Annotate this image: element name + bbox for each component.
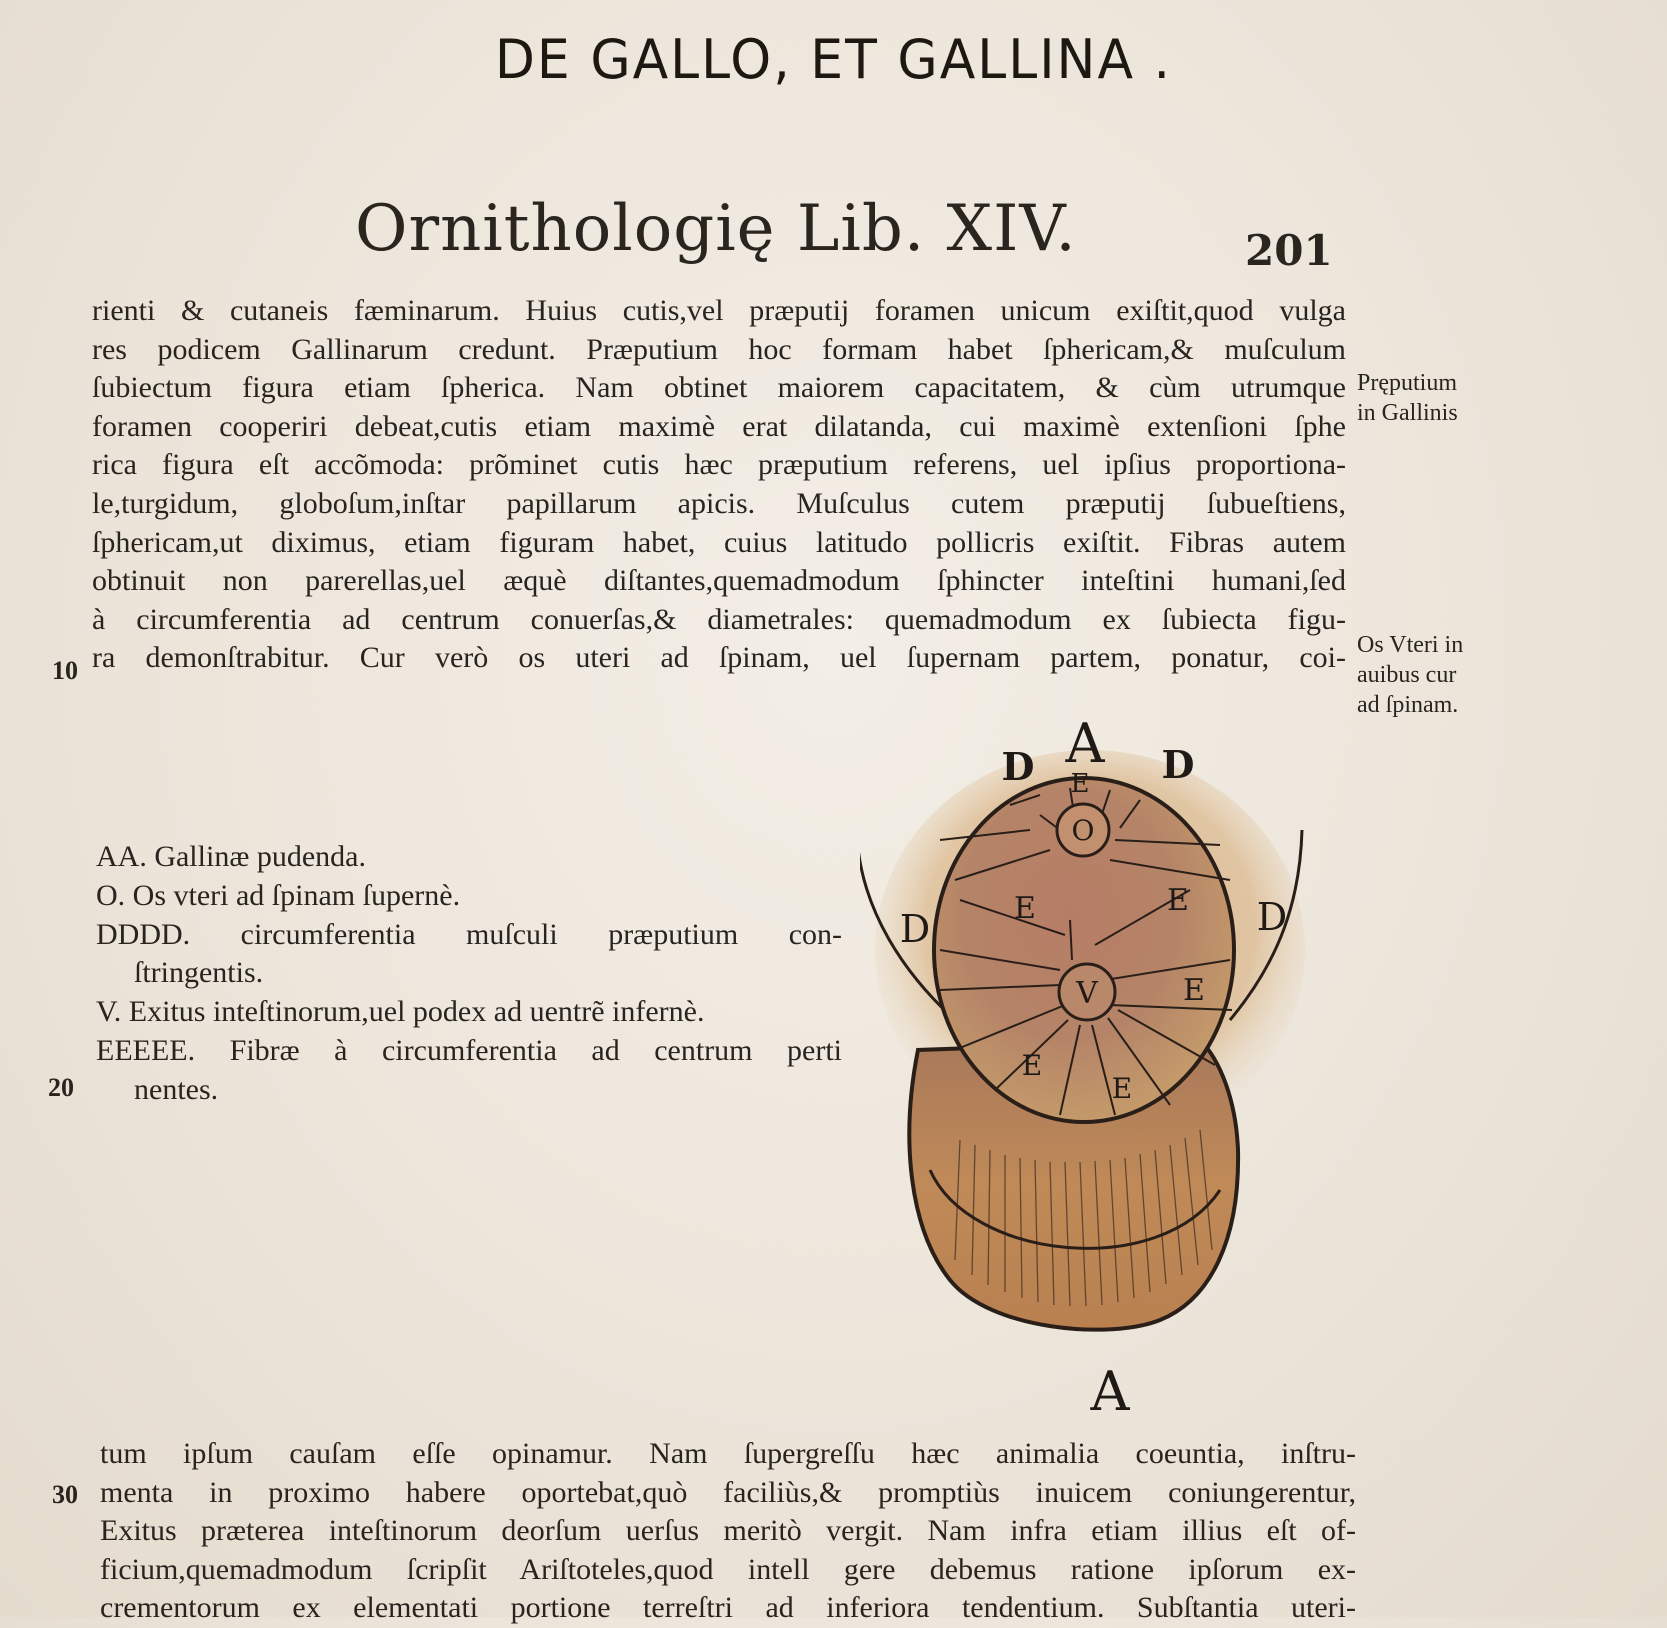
- margin-note-line: auibus cur: [1357, 662, 1457, 688]
- anatomical-figure: [860, 720, 1330, 1420]
- legend-item: V. Exitus inteſtinorum,uel podex ad uentrẽ infernè.: [96, 995, 705, 1029]
- label-e: E: [1014, 891, 1036, 926]
- line-number-20: 20: [48, 1073, 74, 1102]
- label-d-right: D: [1256, 895, 1288, 939]
- margin-note-line: ad ſpinam.: [1357, 692, 1459, 718]
- text-line: foramen cooperiri debeat,cutis etiam maximè erat dilatanda, cui maximè extenſioni ſphe: [92, 409, 1346, 443]
- label-e: E: [1183, 973, 1205, 1008]
- text-line: ra demonſtrabitur. Cur verò os uteri ad ſpinam, uel ſupernam partem, ponatur, coi-: [92, 641, 1346, 675]
- legend-item: DDDD. circumferentia muſculi præputium con-: [96, 917, 842, 951]
- page-title: Ornithologię Lib. XIV.: [355, 192, 1077, 266]
- text-line: ſphericam,ut diximus, etiam figuram habet, cuius latitudo pollicris exiſtit. Fibras autem: [92, 525, 1346, 559]
- paragraph-bottom: [100, 1435, 1356, 1628]
- line-number-10: 10: [52, 656, 78, 685]
- text-line: rica figura eſt accõmoda: prõminet cutis hæc præputium referens, uel ipſius proportiona-: [92, 448, 1346, 482]
- figure-legend: [96, 838, 842, 1110]
- text-line: tum ipſum cauſam eſſe opinamur. Nam ſupergreſſu hæc animalia coeuntia, inſtru-: [100, 1437, 1356, 1470]
- text-line: res podicem Gallinarum credunt. Præputium hoc formam habet ſphericam,& muſculum: [92, 332, 1346, 366]
- text-line: crementorum ex elementati portione terreſtri ad inferiora tendentium. Subſtantia uteri-: [100, 1591, 1356, 1625]
- running-head: DE GALLO, ET GALLINA .: [494, 28, 1173, 92]
- text-line: Exitus præterea inteſtinorum deorſum uerſus meritò vergit. Nam infra etiam illius eſt of-: [100, 1514, 1356, 1548]
- margin-note-line: in Gallinis: [1357, 400, 1458, 426]
- text-line: le,turgidum, globoſum,inſtar papillarum apicis. Muſculus cutem præputij ſubueſtiens,: [92, 486, 1346, 520]
- label-o: O: [1071, 814, 1095, 847]
- text-line: menta in proximo habere oportebat,quò faciliùs,& promptiùs inuicem coniungerentur,: [100, 1475, 1356, 1509]
- text-line: ſubiectum figura etiam ſpherica. Nam obtinet maiorem capacitatem, & cùm utrumque: [92, 371, 1346, 405]
- text-line: rienti & cutaneis fæminarum. Huius cutis,vel præputij foramen unicum exiſtit,quod vulga: [92, 294, 1346, 327]
- line-number-30: 30: [52, 1480, 78, 1509]
- label-e: E: [1070, 769, 1090, 799]
- label-e: E: [1167, 883, 1189, 918]
- legend-item: nentes.: [134, 1072, 219, 1106]
- label-e: E: [1021, 1049, 1043, 1082]
- legend-item: ſtringentis.: [134, 956, 264, 990]
- label-v: V: [1076, 976, 1098, 1011]
- page-number: 201: [1245, 226, 1333, 275]
- label-a-bottom: A: [1090, 1360, 1130, 1420]
- margin-note-line: Os Vteri in: [1357, 632, 1464, 658]
- label-a-top: A: [1065, 720, 1105, 775]
- text-line: à circumferentia ad centrum conuerſas,& diametrales: quemadmodum ex ſubiecta figu-: [92, 602, 1346, 636]
- paragraph-top: [92, 292, 1346, 678]
- label-d-top-left: D: [1001, 744, 1035, 789]
- text-line: ficium,quemadmodum ſcripſit Ariſtoteles,quod intell gere debemus ratione ipſorum ex-: [100, 1552, 1356, 1586]
- label-e: E: [1111, 1072, 1133, 1105]
- label-d-top-right: D: [1161, 742, 1195, 787]
- legend-item: AA. Gallinæ pudenda.: [96, 840, 366, 873]
- margin-note-preputium: [1357, 368, 1458, 428]
- legend-item: O. Os vteri ad ſpinam ſupernè.: [96, 878, 461, 912]
- margin-note-os-vteri: [1357, 630, 1463, 720]
- legend-item: EEEEE. Fibræ à circumferentia ad centrum perti: [96, 1033, 842, 1067]
- margin-note-line: Pręputium: [1357, 370, 1457, 396]
- label-d-left: D: [899, 907, 931, 951]
- text-line: obtinuit non parerellas,uel æquè diſtantes,quemadmodum ſphincter inteſtini humani,ſed: [92, 564, 1346, 598]
